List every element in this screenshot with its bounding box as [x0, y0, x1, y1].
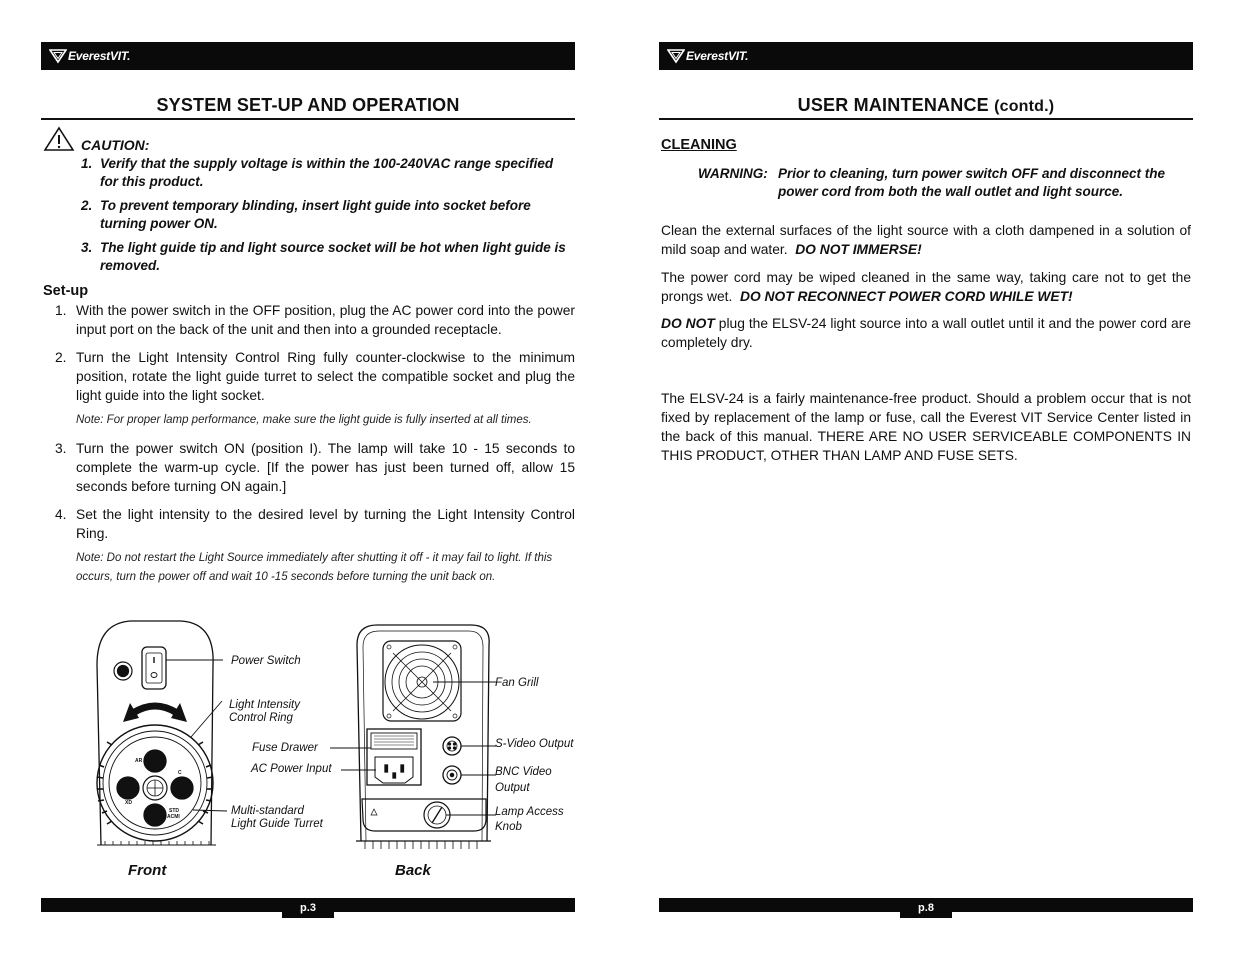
caution-item: 2. To prevent temporary blinding, insert light guide into socket before turning power ON. [81, 198, 531, 231]
cleaning-heading: CLEANING [661, 137, 737, 153]
setup-step: 4. Set the light intensity to the desired level by turning the Light Intensity Control Ring. Note: Do not restart the Light Source immediately after shutting it off - it may fail to light. If this occurs, turn the power off and wait 10 -15 seconds before turning the unit back on. [55, 505, 575, 587]
callout-svideo: S-Video Output [495, 738, 574, 750]
dry-paragraph: DO NOT plug the ELSV-24 light source into a wall outlet until it and the power cord are completely dry. [661, 316, 1191, 350]
setup-steps [55, 301, 575, 596]
turret-label: C [178, 770, 182, 776]
title-suffix: (contd.) [994, 98, 1055, 115]
left-page [41, 0, 576, 954]
caption-front: Front [128, 862, 167, 879]
callout-fuse-drawer: Fuse Drawer [252, 742, 318, 754]
brand-name: EverestVIT. [68, 49, 131, 63]
warning-block [698, 165, 1188, 201]
callout-bnc: BNC Video Output [495, 766, 552, 794]
turret-label: AR [135, 758, 143, 764]
page-number: p.8 [900, 898, 952, 918]
caution-list [81, 155, 571, 281]
brand-logo [49, 47, 130, 65]
header-bar [659, 42, 1193, 70]
callout-fan-grill: Fan Grill [495, 677, 539, 689]
turret-label: XD [125, 800, 132, 806]
brand-name: EverestVIT. [686, 49, 749, 63]
warning-text: Prior to cleaning, turn power switch OFF and disconnect the power cord from both the wall outlet and light source. [778, 166, 1166, 199]
callout-ac-input: AC Power Input [251, 763, 332, 775]
caution-triangle-icon [43, 126, 75, 152]
callout-power-switch: Power Switch [231, 655, 301, 667]
setup-step: 3. Turn the power switch ON (position I). The lamp will take 10 - 15 seconds to complete the warm-up cycle. [If the power has just been turned off, allow 15 seconds before turning ON again.] [55, 441, 575, 494]
callout-intensity-ring: Light Intensity Control Ring [229, 699, 300, 724]
title-rule [659, 118, 1193, 120]
title-rule [41, 118, 575, 120]
maintenance-paragraph: The ELSV-24 is a fairly maintenance-free product. Should a problem occur that is not fixed by replacement of the lamp or fuse, call the Everest VIT Service Center listed in the back of this manual. THERE ARE NO USER SERVICEABLE COMPONENTS IN THIS PRODUCT, OTHER THAN LAMP AND FUSE SETS. [661, 391, 1191, 463]
power-cord-paragraph: The power cord may be wiped cleaned in the same way, taking care not to get the prongs wet. DO NOT RECONNECT POWER CORD WHILE WET! [661, 270, 1191, 304]
page-title: USER MAINTENANCE (contd.) [797, 95, 1055, 115]
page-title: SYSTEM SET-UP AND OPERATION [156, 95, 460, 115]
right-page [659, 0, 1194, 954]
caption-back: Back [395, 862, 431, 879]
caution-item: 1. Verify that the supply voltage is within the 100-240VAC range specified for this product. [81, 156, 554, 189]
warning-label: WARNING: [698, 166, 768, 181]
cleaning-paragraph: Clean the external surfaces of the light source with a cloth dampened in a solution of mild soap and water. DO NOT IMMERSE! [661, 223, 1191, 257]
callout-turret: Multi-standard Light Guide Turret [231, 805, 323, 830]
setup-step: 1. With the power switch in the OFF position, plug the AC power cord into the power input port on the back of the unit and then into a grounded receptacle. [55, 303, 575, 337]
setup-heading: Set-up [43, 283, 89, 299]
callout-lamp-knob: Lamp Access Knob [495, 806, 564, 833]
device-diagram [41, 605, 586, 890]
logo-mark-icon [49, 48, 67, 64]
setup-note: Note: Do not restart the Light Source immediately after shutting it off - it may fail to light. If this occurs, turn the power off and wait 10 -15 seconds before turning the unit back on. [76, 552, 553, 583]
brand-logo [667, 47, 748, 65]
header-bar [41, 42, 575, 70]
setup-step: 2. Turn the Light Intensity Control Ring fully counter-clockwise to the minimum position, rotate the light guide turret to select the compatible socket and plug the light guide into the light socket. Note: For proper lamp performance, make sure the light guide is fully inserted at all times. [55, 348, 575, 430]
setup-note: Note: For proper lamp performance, make sure the light guide is fully inserted at all times. [76, 414, 532, 426]
turret-label: STD [169, 808, 179, 814]
caution-item: 3. The light guide tip and light source socket will be hot when light guide is removed. [81, 240, 566, 273]
front-view [97, 621, 216, 845]
logo-mark-icon [667, 48, 685, 64]
page-number: p.3 [282, 898, 334, 918]
turret-label: ACMI [167, 814, 180, 820]
caution-heading: CAUTION: [81, 137, 150, 153]
